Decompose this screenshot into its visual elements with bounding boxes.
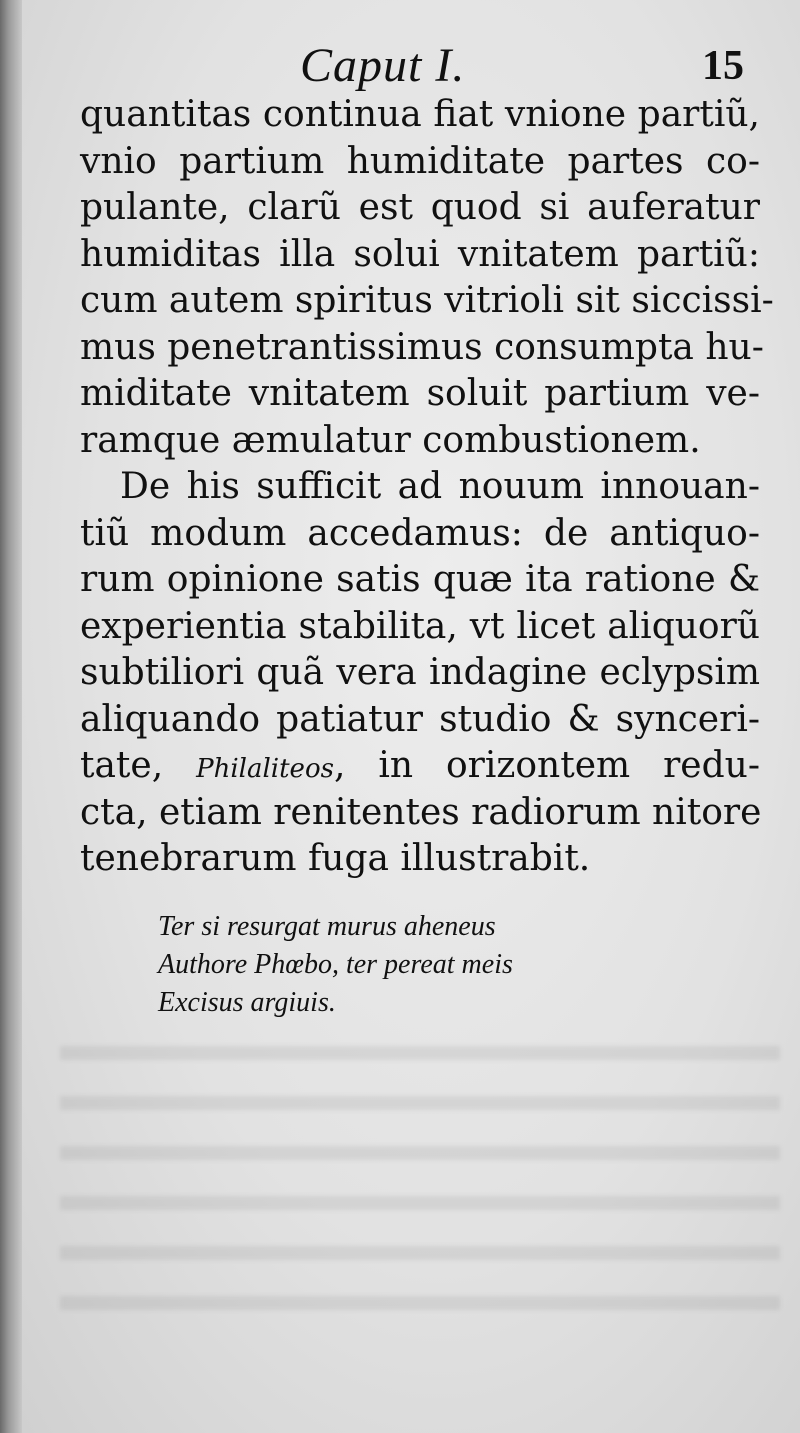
main-text xyxy=(80,92,774,883)
text-line: tiũ modum accedamus: de antiquo- xyxy=(80,512,760,554)
running-head: Caput I. xyxy=(300,39,466,92)
text-line: cta, etiam renitentes radiorum nitore xyxy=(80,791,762,833)
text-line: subtiliori quã vera indagine eclypsim xyxy=(80,652,760,693)
verse-quotation xyxy=(158,908,513,1022)
text-line: experientia stabilita, vt licet aliquorũ xyxy=(80,605,760,647)
page-header xyxy=(0,38,800,98)
verse-line: Excisus argiuis. xyxy=(158,987,336,1018)
verse-line: Ter si resurgat murus aheneus xyxy=(158,911,496,942)
text-line: tenebrarum fuga illustrabit. xyxy=(80,838,591,879)
text-line: quantitas continua fiat vnione partiũ, xyxy=(80,94,760,135)
text-line: cum autem spiritus vitrioli sit siccissi- xyxy=(80,280,774,321)
text-line: rum opinione satis quæ ita ratione & xyxy=(80,559,760,600)
text-line: miditate vnitatem soluit partium ve- xyxy=(80,373,760,414)
text-segment: tate, xyxy=(80,745,197,786)
text-line: humiditas illa solui vnitatem partiũ: xyxy=(80,233,760,275)
text-line: ramque æmulatur combustionem. xyxy=(80,419,701,461)
page-gutter-shadow xyxy=(0,0,22,1433)
text-segment: , in orizontem redu- xyxy=(333,745,760,786)
text-line: mus penetrantissimus consumpta hu- xyxy=(80,326,764,368)
text-line: pulante, clarũ est quod si auferatur xyxy=(80,187,760,228)
text-line-with-name xyxy=(80,743,760,790)
text-line: vnio partium humiditate partes co- xyxy=(80,140,760,182)
page-number: 15 xyxy=(702,43,744,89)
italic-name: Philaliteos xyxy=(196,754,334,784)
verse-line: Authore Phœbo, ter pereat meis xyxy=(158,949,513,980)
text-line: aliquando patiatur studio & synceri- xyxy=(80,698,760,740)
show-through-from-reverse xyxy=(60,1020,780,1320)
paragraph-start-line: De his sufficit ad nouum innouan- xyxy=(120,466,760,507)
